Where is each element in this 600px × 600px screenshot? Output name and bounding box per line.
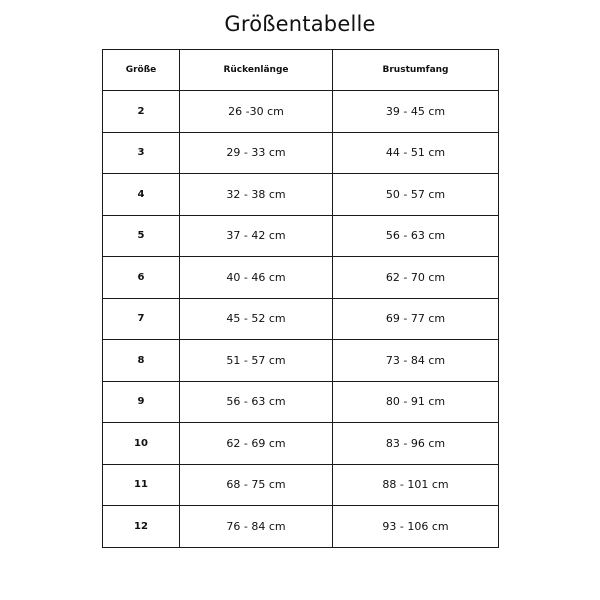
chest-circumference-cell: 88 - 101 cm xyxy=(333,464,499,506)
chest-circumference-cell: 62 - 70 cm xyxy=(333,257,499,299)
table-row xyxy=(103,132,499,174)
back-length-cell: 45 - 52 cm xyxy=(180,298,333,340)
size-cell: 2 xyxy=(103,91,180,133)
table-row xyxy=(103,506,499,548)
chest-circumference-cell: 73 - 84 cm xyxy=(333,340,499,382)
back-length-cell: 68 - 75 cm xyxy=(180,464,333,506)
page-title: Größentabelle xyxy=(224,12,376,36)
chest-circumference-cell: 83 - 96 cm xyxy=(333,423,499,465)
header-back-length: Rückenlänge xyxy=(180,50,333,91)
size-cell: 10 xyxy=(103,423,180,465)
table-row xyxy=(103,423,499,465)
size-cell: 4 xyxy=(103,174,180,216)
size-table xyxy=(102,49,499,548)
chest-circumference-cell: 50 - 57 cm xyxy=(333,174,499,216)
back-length-cell: 37 - 42 cm xyxy=(180,215,333,257)
size-cell: 8 xyxy=(103,340,180,382)
back-length-cell: 62 - 69 cm xyxy=(180,423,333,465)
table-header-row xyxy=(103,50,499,91)
size-cell: 9 xyxy=(103,381,180,423)
chest-circumference-cell: 44 - 51 cm xyxy=(333,132,499,174)
back-length-cell: 26 -30 cm xyxy=(180,91,333,133)
table-row xyxy=(103,257,499,299)
back-length-cell: 32 - 38 cm xyxy=(180,174,333,216)
table-row xyxy=(103,381,499,423)
table-row xyxy=(103,298,499,340)
back-length-cell: 76 - 84 cm xyxy=(180,506,333,548)
header-size: Größe xyxy=(103,50,180,91)
back-length-cell: 51 - 57 cm xyxy=(180,340,333,382)
back-length-cell: 56 - 63 cm xyxy=(180,381,333,423)
size-cell: 7 xyxy=(103,298,180,340)
size-cell: 5 xyxy=(103,215,180,257)
chest-circumference-cell: 39 - 45 cm xyxy=(333,91,499,133)
header-chest-circumference: Brustumfang xyxy=(333,50,499,91)
chest-circumference-cell: 69 - 77 cm xyxy=(333,298,499,340)
chest-circumference-cell: 80 - 91 cm xyxy=(333,381,499,423)
size-cell: 12 xyxy=(103,506,180,548)
back-length-cell: 40 - 46 cm xyxy=(180,257,333,299)
chest-circumference-cell: 56 - 63 cm xyxy=(333,215,499,257)
size-cell: 11 xyxy=(103,464,180,506)
table-row xyxy=(103,91,499,133)
table-row xyxy=(103,174,499,216)
back-length-cell: 29 - 33 cm xyxy=(180,132,333,174)
table-row xyxy=(103,464,499,506)
size-cell: 3 xyxy=(103,132,180,174)
table-row xyxy=(103,340,499,382)
size-cell: 6 xyxy=(103,257,180,299)
chest-circumference-cell: 93 - 106 cm xyxy=(333,506,499,548)
table-row xyxy=(103,215,499,257)
